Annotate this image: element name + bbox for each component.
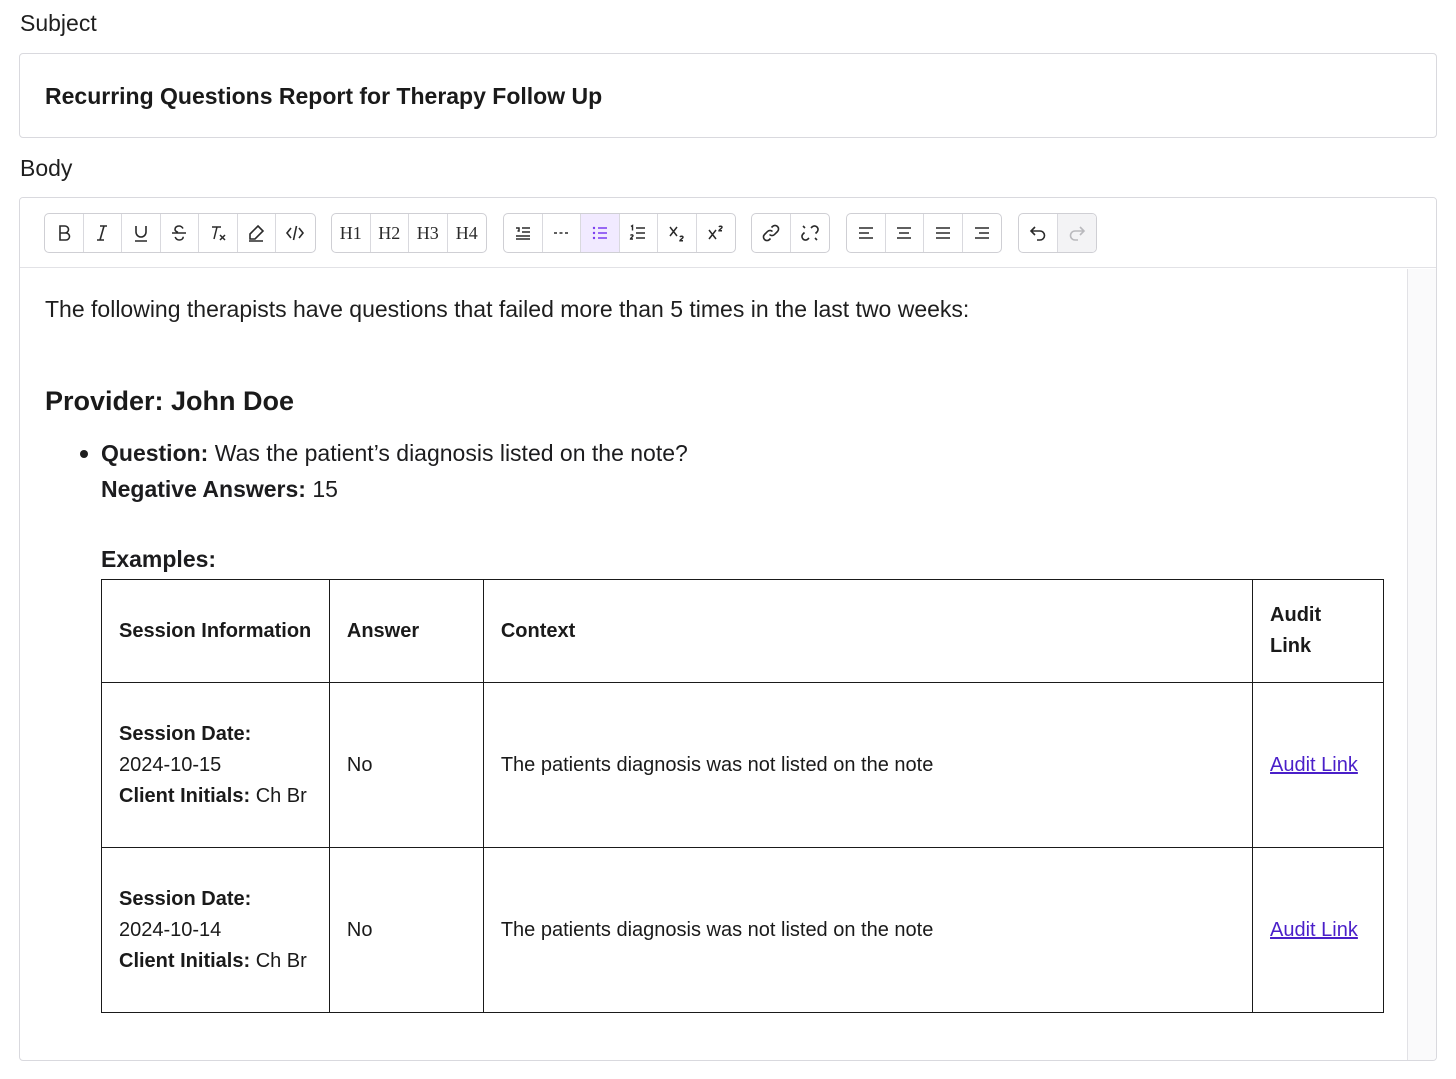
align-center-button[interactable]: [886, 214, 925, 252]
link-group: [751, 213, 830, 253]
blockquote-icon: [513, 223, 533, 243]
italic-button[interactable]: [84, 214, 123, 252]
redo-button[interactable]: [1058, 214, 1097, 252]
audit-link-cell: [1253, 848, 1384, 1013]
align-group: [846, 213, 1002, 253]
session-date: 2024-10-14: [119, 918, 222, 941]
subject-value: Recurring Questions Report for Therapy Follow Up: [45, 83, 603, 109]
heading-group: [331, 213, 487, 253]
table-row: [102, 848, 1384, 1013]
subscript-icon: [667, 223, 687, 243]
negative-answers-value: 15: [312, 476, 338, 502]
heading-3-icon: H3: [416, 222, 439, 243]
heading-1-button[interactable]: [332, 214, 371, 252]
clear-format-button[interactable]: [199, 214, 238, 252]
undo-icon: [1028, 223, 1048, 243]
redo-icon: [1067, 223, 1087, 243]
heading-3-button[interactable]: [409, 214, 448, 252]
negative-answers-line: [101, 476, 338, 503]
question-text: Was the patient’s diagnosis listed on the note?: [214, 440, 688, 466]
unlink-button[interactable]: [791, 214, 830, 252]
context-cell: The patients diagnosis was not listed on the note: [483, 683, 1252, 848]
context-cell: The patients diagnosis was not listed on the note: [483, 848, 1252, 1013]
heading-4-icon: H4: [455, 222, 478, 243]
subject-label: Subject: [20, 10, 97, 36]
link-button[interactable]: [752, 214, 791, 252]
bullet-list-icon: [590, 223, 610, 243]
examples-label: Examples:: [101, 546, 217, 572]
header-session-information: Session Information: [102, 580, 330, 683]
answer-cell: No: [329, 848, 483, 1013]
subject-input[interactable]: [19, 53, 1437, 138]
list-bullet: [80, 450, 88, 458]
underline-icon: [131, 223, 151, 243]
provider-heading: Provider: John Doe: [45, 386, 295, 416]
session-info-cell: [102, 683, 330, 848]
editor-content[interactable]: [20, 269, 1408, 1061]
undo-button[interactable]: [1019, 214, 1058, 252]
client-initials-label: Client Initials:: [119, 949, 251, 972]
align-right-button[interactable]: [963, 214, 1002, 252]
subscript-button[interactable]: [658, 214, 697, 252]
negative-answers-label: Negative Answers:: [101, 476, 306, 502]
align-left-button[interactable]: [847, 214, 886, 252]
align-left-icon: [856, 223, 876, 243]
intro-paragraph: The following therapists have questions that failed more than 5 times in the last two weeks:: [45, 296, 970, 322]
ordered-list-button[interactable]: [620, 214, 659, 252]
strikethrough-icon: [169, 223, 189, 243]
superscript-button[interactable]: [697, 214, 736, 252]
editor-toolbar: [20, 198, 1436, 268]
align-right-icon: [972, 223, 992, 243]
superscript-icon: [706, 223, 726, 243]
body-label: Body: [20, 155, 73, 181]
table-header-row: [102, 580, 1384, 683]
blockquote-button[interactable]: [504, 214, 543, 252]
heading-4-button[interactable]: [448, 214, 487, 252]
history-group: [1018, 213, 1097, 253]
client-initials: Ch Br: [255, 784, 307, 807]
session-date-label: Session Date:: [119, 887, 252, 910]
audit-link[interactable]: Audit Link: [1270, 918, 1358, 941]
heading-2-button[interactable]: [371, 214, 410, 252]
bullet-list-button[interactable]: [581, 214, 620, 252]
code-button[interactable]: [276, 214, 315, 252]
align-center-icon: [894, 223, 914, 243]
unlink-icon: [800, 223, 820, 243]
block-group: [503, 213, 736, 253]
question-line: [101, 440, 688, 467]
editor-scrollbar[interactable]: [1407, 269, 1436, 1061]
underline-button[interactable]: [122, 214, 161, 252]
align-justify-button[interactable]: [924, 214, 963, 252]
horizontal-rule-button[interactable]: [543, 214, 582, 252]
ordered-list-icon: [628, 223, 648, 243]
header-audit-link: Audit Link: [1253, 580, 1384, 683]
link-icon: [761, 223, 781, 243]
session-date: 2024-10-15: [119, 753, 222, 776]
answer-cell: No: [329, 683, 483, 848]
strikethrough-button[interactable]: [161, 214, 200, 252]
question-label: Question:: [101, 440, 209, 466]
clear-format-icon: [208, 223, 228, 243]
table-row: [102, 683, 1384, 848]
italic-icon: [92, 223, 112, 243]
examples-table: [101, 579, 1384, 1013]
rich-text-editor: [19, 197, 1437, 1061]
align-justify-icon: [933, 223, 953, 243]
highlight-icon: [246, 223, 266, 243]
bold-button[interactable]: [45, 214, 84, 252]
header-context: Context: [483, 580, 1252, 683]
session-date-label: Session Date:: [119, 722, 252, 745]
header-answer: Answer: [329, 580, 483, 683]
client-initials-label: Client Initials:: [119, 784, 251, 807]
heading-2-icon: H2: [378, 222, 401, 243]
session-info-cell: [102, 848, 330, 1013]
horizontal-rule-icon: [551, 223, 571, 243]
client-initials: Ch Br: [255, 949, 307, 972]
code-icon: [285, 223, 305, 243]
bold-icon: [54, 223, 74, 243]
heading-1-icon: H1: [339, 222, 362, 243]
format-group: [44, 213, 316, 253]
audit-link[interactable]: Audit Link: [1270, 753, 1358, 776]
highlight-button[interactable]: [238, 214, 277, 252]
audit-link-cell: [1253, 683, 1384, 848]
